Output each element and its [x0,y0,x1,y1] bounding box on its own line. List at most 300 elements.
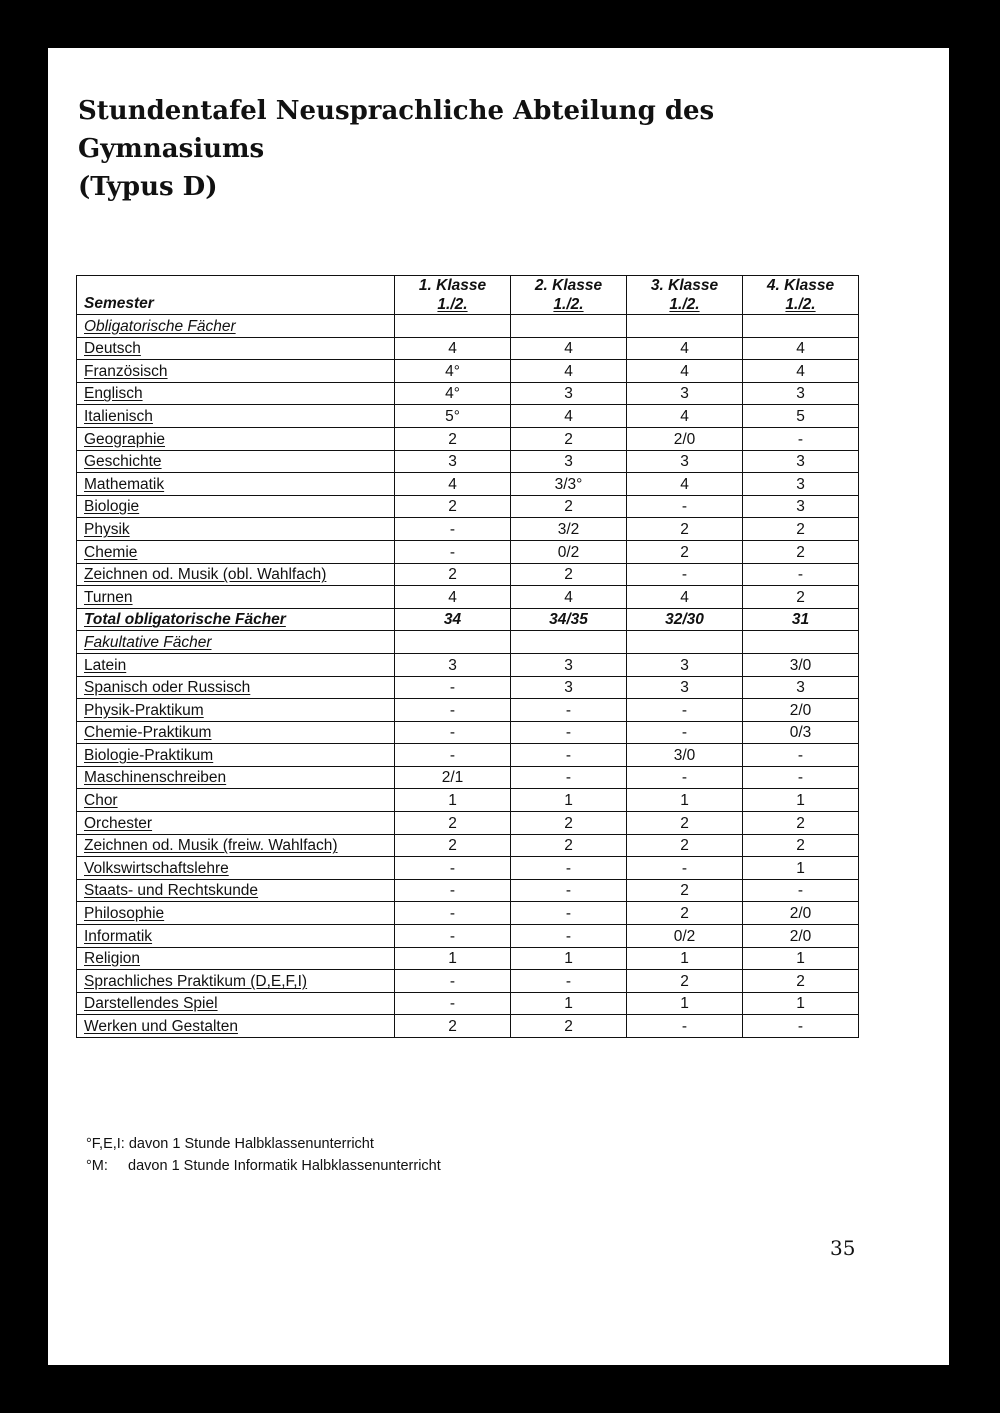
hours-cell-text: 2 [448,814,457,832]
hours-cell-text: - [449,972,456,990]
klasse-label: 3. Klasse [650,277,719,294]
hours-cell-text: 1 [680,995,689,1013]
hours-cell-text: 0/3 [789,724,812,742]
subject-cell-text: Geschichte [84,453,162,471]
subject-cell-text: Volkswirtschaftslehre [84,859,229,877]
subject-cell-text: Darstellendes Spiel [84,995,218,1013]
hours-cell [743,405,859,428]
hours-cell [743,699,859,722]
hours-cell [743,495,859,518]
hours-cell-text: - [449,520,456,538]
subject-cell-text: Informatik [84,927,153,945]
hours-cell [511,518,627,541]
subject-cell [77,947,395,970]
klasse-3-header [627,276,743,315]
subject-cell-text: Chemie [84,543,138,561]
table-row [77,970,859,993]
hours-cell [627,586,743,609]
klasse-label: 4. Klasse [766,277,835,294]
subject-cell-text: Chor [84,792,118,810]
hours-cell-text: 4 [448,340,457,358]
hours-cell [511,992,627,1015]
table-row [77,518,859,541]
hours-cell [511,540,627,563]
hours-cell [511,586,627,609]
hours-cell [511,879,627,902]
hours-cell-text: 3 [680,679,689,697]
hours-cell [395,992,511,1015]
hours-cell-text: - [797,769,804,787]
hours-cell-text: 3 [796,679,805,697]
table-row [77,653,859,676]
hours-cell [511,721,627,744]
hours-cell [743,586,859,609]
hours-cell-text: 2 [564,566,573,584]
hours-cell [743,473,859,496]
hours-cell-text: 2 [796,972,805,990]
hours-cell-text: 0/2 [673,927,696,945]
hours-cell-text: 2 [448,430,457,448]
subject-cell-text: Turnen [84,588,133,606]
hours-cell [395,1015,511,1038]
table-row [77,405,859,428]
table-header-row [77,276,859,315]
hours-cell-text: 1 [796,950,805,968]
title-line-2: (Typus D) [78,172,218,202]
empty-cell [395,631,511,654]
hours-cell [395,360,511,383]
hours-cell [395,789,511,812]
hours-cell-text: 5 [796,407,805,425]
hours-cell [395,518,511,541]
total-value [743,608,859,631]
hours-cell [627,744,743,767]
hours-cell [743,653,859,676]
table-row [77,495,859,518]
hours-cell [395,427,511,450]
table-row [77,834,859,857]
subject-cell [77,427,395,450]
hours-cell [743,992,859,1015]
hours-cell [511,789,627,812]
subject-cell [77,902,395,925]
hours-cell-text: 1 [564,995,573,1013]
total-label [77,608,395,631]
table-row [77,360,859,383]
hours-cell-text: - [565,724,572,742]
subject-cell [77,812,395,835]
hours-cell-text: 2 [796,837,805,855]
hours-cell [511,427,627,450]
hours-cell-text: 4 [680,475,689,493]
hours-cell-text: 4 [448,588,457,606]
hours-cell-text: 4 [796,340,805,358]
subject-cell-text: Staats- und Rechtskunde [84,882,259,900]
total-value-text: 31 [791,611,810,629]
subject-cell [77,653,395,676]
total-value [511,608,627,631]
subject-cell [77,744,395,767]
subject-cell [77,857,395,880]
hours-cell-text: 2 [680,520,689,538]
hours-cell-text: 3 [564,453,573,471]
subject-cell [77,495,395,518]
hours-cell-text: 3/2 [557,520,580,538]
hours-cell-text: 2 [564,837,573,855]
hours-cell-text: - [681,1018,688,1035]
table-row [77,563,859,586]
hours-cell-text: - [449,859,456,877]
hours-cell-text: 3 [448,453,457,471]
hours-cell [627,540,743,563]
hours-cell-text: - [449,927,456,945]
total-label-text: Total obligatorische Fächer [84,611,286,629]
subject-cell [77,382,395,405]
hours-cell [511,925,627,948]
subject-cell-text: Werken und Gestalten [84,1018,238,1035]
hours-cell [395,473,511,496]
subject-cell-text: Geographie [84,430,166,448]
table-row [77,382,859,405]
hours-cell [511,970,627,993]
hours-cell [743,879,859,902]
table-row [77,766,859,789]
subject-cell-text: Philosophie [84,905,165,923]
empty-cell [511,631,627,654]
hours-cell-text: 2 [448,837,457,855]
hours-cell [511,857,627,880]
hours-cell [627,925,743,948]
hours-cell [627,902,743,925]
hours-cell-text: 4 [680,588,689,606]
hours-cell [511,495,627,518]
hours-cell [627,970,743,993]
hours-cell [511,834,627,857]
semester-label: 1./2. [437,296,468,313]
subject-cell [77,450,395,473]
hours-cell-text: 2 [564,430,573,448]
subject-cell-text: Französisch [84,362,168,380]
hours-cell [627,382,743,405]
hours-cell [511,653,627,676]
hours-cell-text: 4 [448,475,457,493]
hours-cell [743,812,859,835]
hours-cell [627,405,743,428]
hours-cell [743,902,859,925]
subject-cell-text: Deutsch [84,340,141,358]
hours-cell [743,721,859,744]
hours-cell-text: - [449,882,456,900]
hours-cell [511,812,627,835]
subject-cell-text: Englisch [84,385,143,403]
hours-cell-text: - [797,1018,804,1035]
hours-cell-text: 0/2 [557,543,580,561]
hours-cell [627,653,743,676]
hours-cell [511,947,627,970]
table-row [77,744,859,767]
table-row [77,699,859,722]
hours-cell [395,563,511,586]
hours-cell-text: 3 [796,453,805,471]
hours-cell-text: 3 [796,385,805,403]
hours-cell [395,450,511,473]
hours-cell-text: 2 [680,543,689,561]
total-value-text: 34/35 [549,611,588,629]
hours-cell [627,789,743,812]
hours-cell-text: 3 [680,453,689,471]
subject-cell [77,789,395,812]
hours-cell-text: 3 [564,385,573,403]
hours-cell-text: 3/0 [789,656,812,674]
hours-cell-text: 2 [680,814,689,832]
hours-cell [395,337,511,360]
klasse-label: 1. Klasse [418,277,487,294]
hours-cell-text: - [681,498,688,516]
hours-cell [627,518,743,541]
hours-cell [395,834,511,857]
hours-cell [743,766,859,789]
footnote-m: °M: davon 1 Stunde Informatik Halbklassenunterricht [86,1158,441,1174]
subject-cell [77,925,395,948]
hours-cell [395,812,511,835]
hours-cell [511,405,627,428]
table-row [77,1015,859,1038]
hours-cell-text: - [449,679,456,697]
hours-cell [511,382,627,405]
total-value-text: 34 [443,611,462,629]
hours-cell [743,834,859,857]
hours-cell [395,857,511,880]
table-row [77,337,859,360]
klasse-2-header [511,276,627,315]
hours-cell-text: - [797,566,804,584]
subject-cell [77,563,395,586]
hours-cell-text: 2/0 [673,430,696,448]
hours-cell-text: 1 [680,792,689,810]
empty-cell [743,631,859,654]
table-row [77,586,859,609]
hours-cell-text: 4 [796,362,805,380]
hours-cell [743,337,859,360]
subject-cell [77,540,395,563]
page-number: 35 [830,1236,856,1260]
subject-cell-text: Physik [84,520,130,538]
hours-cell [627,563,743,586]
hours-cell-text: - [681,701,688,719]
empty-cell [743,315,859,338]
hours-cell [511,360,627,383]
hours-cell [743,744,859,767]
hours-cell-text: - [681,724,688,742]
hours-cell [627,992,743,1015]
section-heading [77,631,395,654]
subject-cell [77,699,395,722]
hours-cell-text: 2 [564,498,573,516]
table-row [77,812,859,835]
hours-cell [511,699,627,722]
semester-label: 1./2. [785,296,816,313]
hours-cell-text: 3 [448,656,457,674]
hours-cell [627,676,743,699]
hours-cell [627,495,743,518]
hours-cell [511,563,627,586]
hours-cell-text: 2 [564,814,573,832]
subject-cell-text: Biologie [84,498,140,516]
hours-cell [627,857,743,880]
table-row [77,427,859,450]
hours-cell-text: - [797,882,804,900]
subject-cell-text: Religion [84,950,141,968]
hours-cell [627,360,743,383]
hours-cell-text: 1 [796,792,805,810]
hours-cell-text: 1 [448,950,457,968]
total-value [627,608,743,631]
table-row [77,902,859,925]
hours-cell [743,563,859,586]
klasse-4-header [743,276,859,315]
subject-cell [77,879,395,902]
klasse-label: 2. Klasse [534,277,603,294]
hours-cell [511,337,627,360]
subject-cell [77,518,395,541]
hours-cell [511,1015,627,1038]
hours-cell [395,699,511,722]
hours-cell-text: - [681,859,688,877]
hours-cell-text: 2 [680,882,689,900]
subject-cell-text: Chemie-Praktikum [84,724,212,742]
semester-header: Semester [77,276,395,315]
hours-cell [395,676,511,699]
hours-cell [743,925,859,948]
hours-cell-text: 4 [680,362,689,380]
hours-cell [627,450,743,473]
hours-cell-text: - [565,972,572,990]
table-row [77,925,859,948]
table-row [77,721,859,744]
hours-cell-text: 3 [564,679,573,697]
footnote-fei: °F,E,I: davon 1 Stunde Halbklassenunterricht [86,1136,374,1152]
section-heading-text: Obligatorische Fächer [84,317,236,335]
hours-cell [627,947,743,970]
hours-cell [395,970,511,993]
hours-cell [395,653,511,676]
hours-cell-text: - [449,995,456,1013]
hours-table [76,275,859,1038]
hours-cell-text: 1 [796,859,805,877]
subject-cell-text: Latein [84,656,127,674]
hours-cell [395,744,511,767]
hours-cell-text: 2 [796,520,805,538]
hours-cell-text: - [565,769,572,787]
table-row [77,473,859,496]
hours-cell-text: - [449,905,456,923]
hours-cell [395,879,511,902]
hours-cell [743,789,859,812]
hours-cell-text: 4 [564,362,573,380]
hours-cell-text: - [681,769,688,787]
empty-cell [627,631,743,654]
subject-cell-text: Zeichnen od. Musik (freiw. Wahlfach) [84,837,338,855]
hours-cell-text: 3 [680,656,689,674]
hours-cell-text: 2 [448,566,457,584]
subject-cell [77,992,395,1015]
hours-cell-text: - [449,543,456,561]
hours-cell [743,676,859,699]
subject-cell [77,360,395,383]
empty-cell [395,315,511,338]
hours-cell-text: 1 [564,792,573,810]
hours-cell [395,902,511,925]
table-row [77,947,859,970]
hours-cell [627,879,743,902]
subject-cell [77,721,395,744]
hours-cell-text: 2 [796,588,805,606]
obligatory-section-row [77,315,859,338]
hours-cell-text: - [565,927,572,945]
hours-cell [395,495,511,518]
hours-cell-text: - [565,859,572,877]
subject-cell-text: Mathematik [84,475,165,493]
total-value [395,608,511,631]
hours-cell [395,405,511,428]
subject-cell-text: Maschinenschreiben [84,769,227,787]
hours-cell-text: 2 [564,1018,573,1035]
hours-cell-text: 2/0 [789,701,812,719]
hours-cell [627,834,743,857]
hours-cell-text: 4° [445,385,460,403]
hours-cell-text: 3/3° [554,475,583,493]
hours-cell-text: 2 [680,905,689,923]
subject-cell [77,676,395,699]
section-heading-text: Fakultative Fächer [84,633,212,651]
hours-cell [743,1015,859,1038]
hours-cell-text: 3 [680,385,689,403]
hours-cell-text: 2 [448,498,457,516]
hours-cell [627,473,743,496]
hours-cell [511,902,627,925]
footnotes [86,1133,441,1177]
hours-cell-text: 2 [680,972,689,990]
klasse-1-header [395,276,511,315]
subject-cell [77,586,395,609]
hours-cell [627,812,743,835]
hours-cell-text: 3 [796,498,805,516]
page-title [78,92,878,206]
hours-cell [395,925,511,948]
hours-cell-text: 2/0 [789,927,812,945]
hours-cell-text: 2 [680,837,689,855]
subject-cell [77,766,395,789]
hours-cell [743,970,859,993]
semester-label: 1./2. [553,296,584,313]
hours-cell [511,744,627,767]
hours-cell [627,337,743,360]
hours-cell-text: 2 [796,814,805,832]
section-heading [77,315,395,338]
hours-cell [743,427,859,450]
hours-cell-text: 5° [445,407,460,425]
subject-cell-text: Zeichnen od. Musik (obl. Wahlfach) [84,566,327,584]
hours-cell-text: - [797,746,804,764]
table-row [77,540,859,563]
empty-cell [511,315,627,338]
hours-cell [395,540,511,563]
subject-cell-text: Spanisch oder Russisch [84,679,251,697]
hours-cell-text: 4 [680,340,689,358]
hours-cell-text: 2/1 [441,769,464,787]
hours-cell [627,721,743,744]
hours-cell [511,676,627,699]
